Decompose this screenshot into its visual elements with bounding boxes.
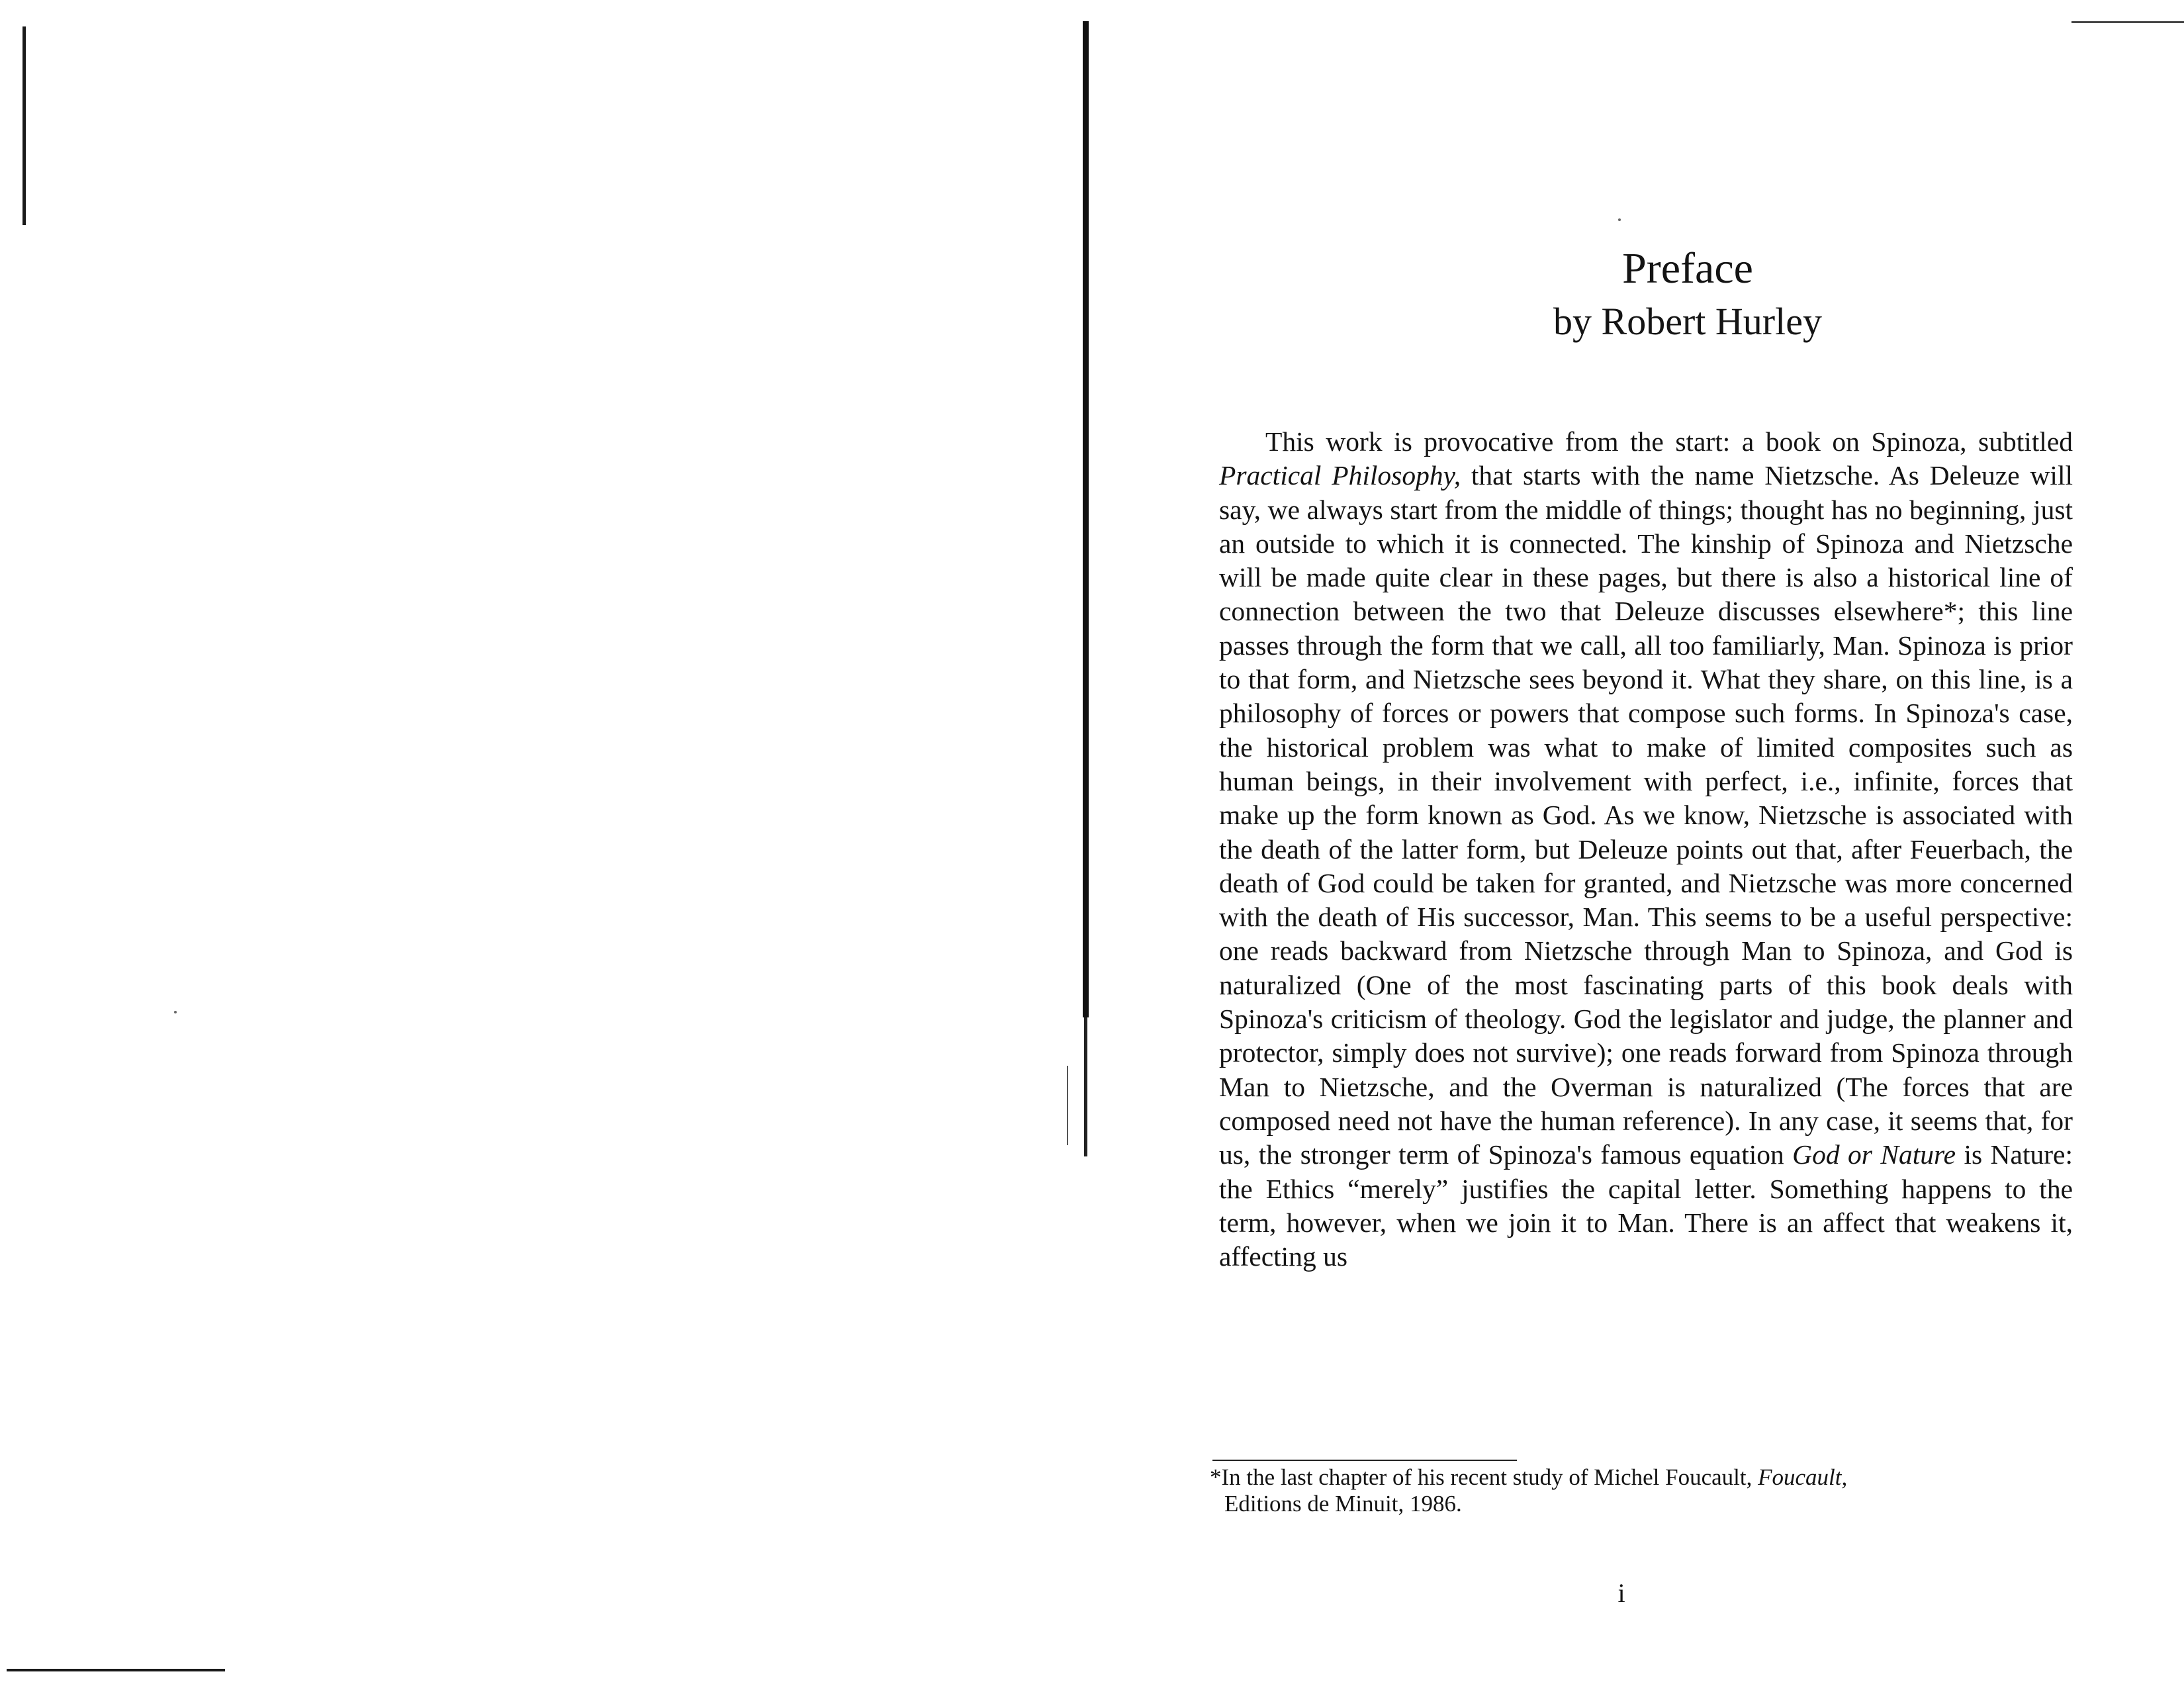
left-page-edge-line [23,26,26,225]
footnote-italic: Foucault, [1758,1464,1848,1490]
footnote [1210,1464,2064,1517]
book-gutter-shadow [1083,21,1089,1017]
page-title: Preface [1622,244,1753,293]
left-page-bottom-line [7,1669,225,1671]
scan-speck [174,1011,177,1013]
page-number: i [1617,1578,1625,1608]
body-text-part: that starts with the name Nietzsche. As Deleuze will say, we always start from the middle of things; thought has no beginning, just an outside to which it is connected. The kinship of Spinoza and Nietzsche will be made quite clear in these pages, but there is also a historical line of connection between the two that Deleuze discusses elsewhere*; this line passes through the form that we call, all too familiarly, Man. Spinoza is prior to that form, and Nietzsche sees beyond it. What they share, on this line, is a philosophy of forces or powers that compose such forms. In Spinoza's case, the historical problem was what to make of limited composites such as human beings, in their involvement with perfect, i.e., infinite, forces that make up the form known as God. As we know, Nietzsche is associated with the death of the latter form, but Deleuze points out that, after Feuerbach, the death of God could be taken for granted, and Nietzsche was more concerned with the death of His successor, Man. This seems to be a useful perspective: one reads backward from Nietzsche through Man to Spinoza, and God is naturalized (One of the most fascinating parts of this book deals with Spinoza's criticism of theology. God the legislator and judge, the planner and protector, simply does not survive); one reads forward from Spinoza through Man to Nietzsche, and the Overman is naturalized (The forces that are composed need not have the human reference). In any case, it seems that, for us, the stronger term of Spinoza's famous equation [1219,460,2073,1170]
scan-artifact-line [1067,1066,1068,1145]
body-text-part: is Nature: the Ethics “merely” justifies the capital letter. Something happens to the term, however, when we join it to Man. There is an affect that weakens it, affecting us [1219,1139,2073,1272]
footnote-text: *In the last chapter of his recent study of Michel Foucault, [1210,1464,1758,1490]
scan-speck [1618,218,1621,221]
page-subtitle: by Robert Hurley [1553,300,1822,343]
body-paragraph [1219,425,2073,1274]
footnote-divider [1212,1460,1517,1461]
right-page-top-line [2071,21,2184,23]
body-italic-practical-philosophy: Practical Philosophy, [1219,460,1461,491]
body-italic-god-or-nature: God or Nature [1792,1139,1956,1170]
body-text-part: This work is provocative from the start: a book on Spinoza, subtitled [1265,426,2073,457]
book-gutter-shadow-lower [1084,1017,1087,1156]
footnote-text-line2: Editions de Minuit, 1986. [1224,1491,1462,1517]
